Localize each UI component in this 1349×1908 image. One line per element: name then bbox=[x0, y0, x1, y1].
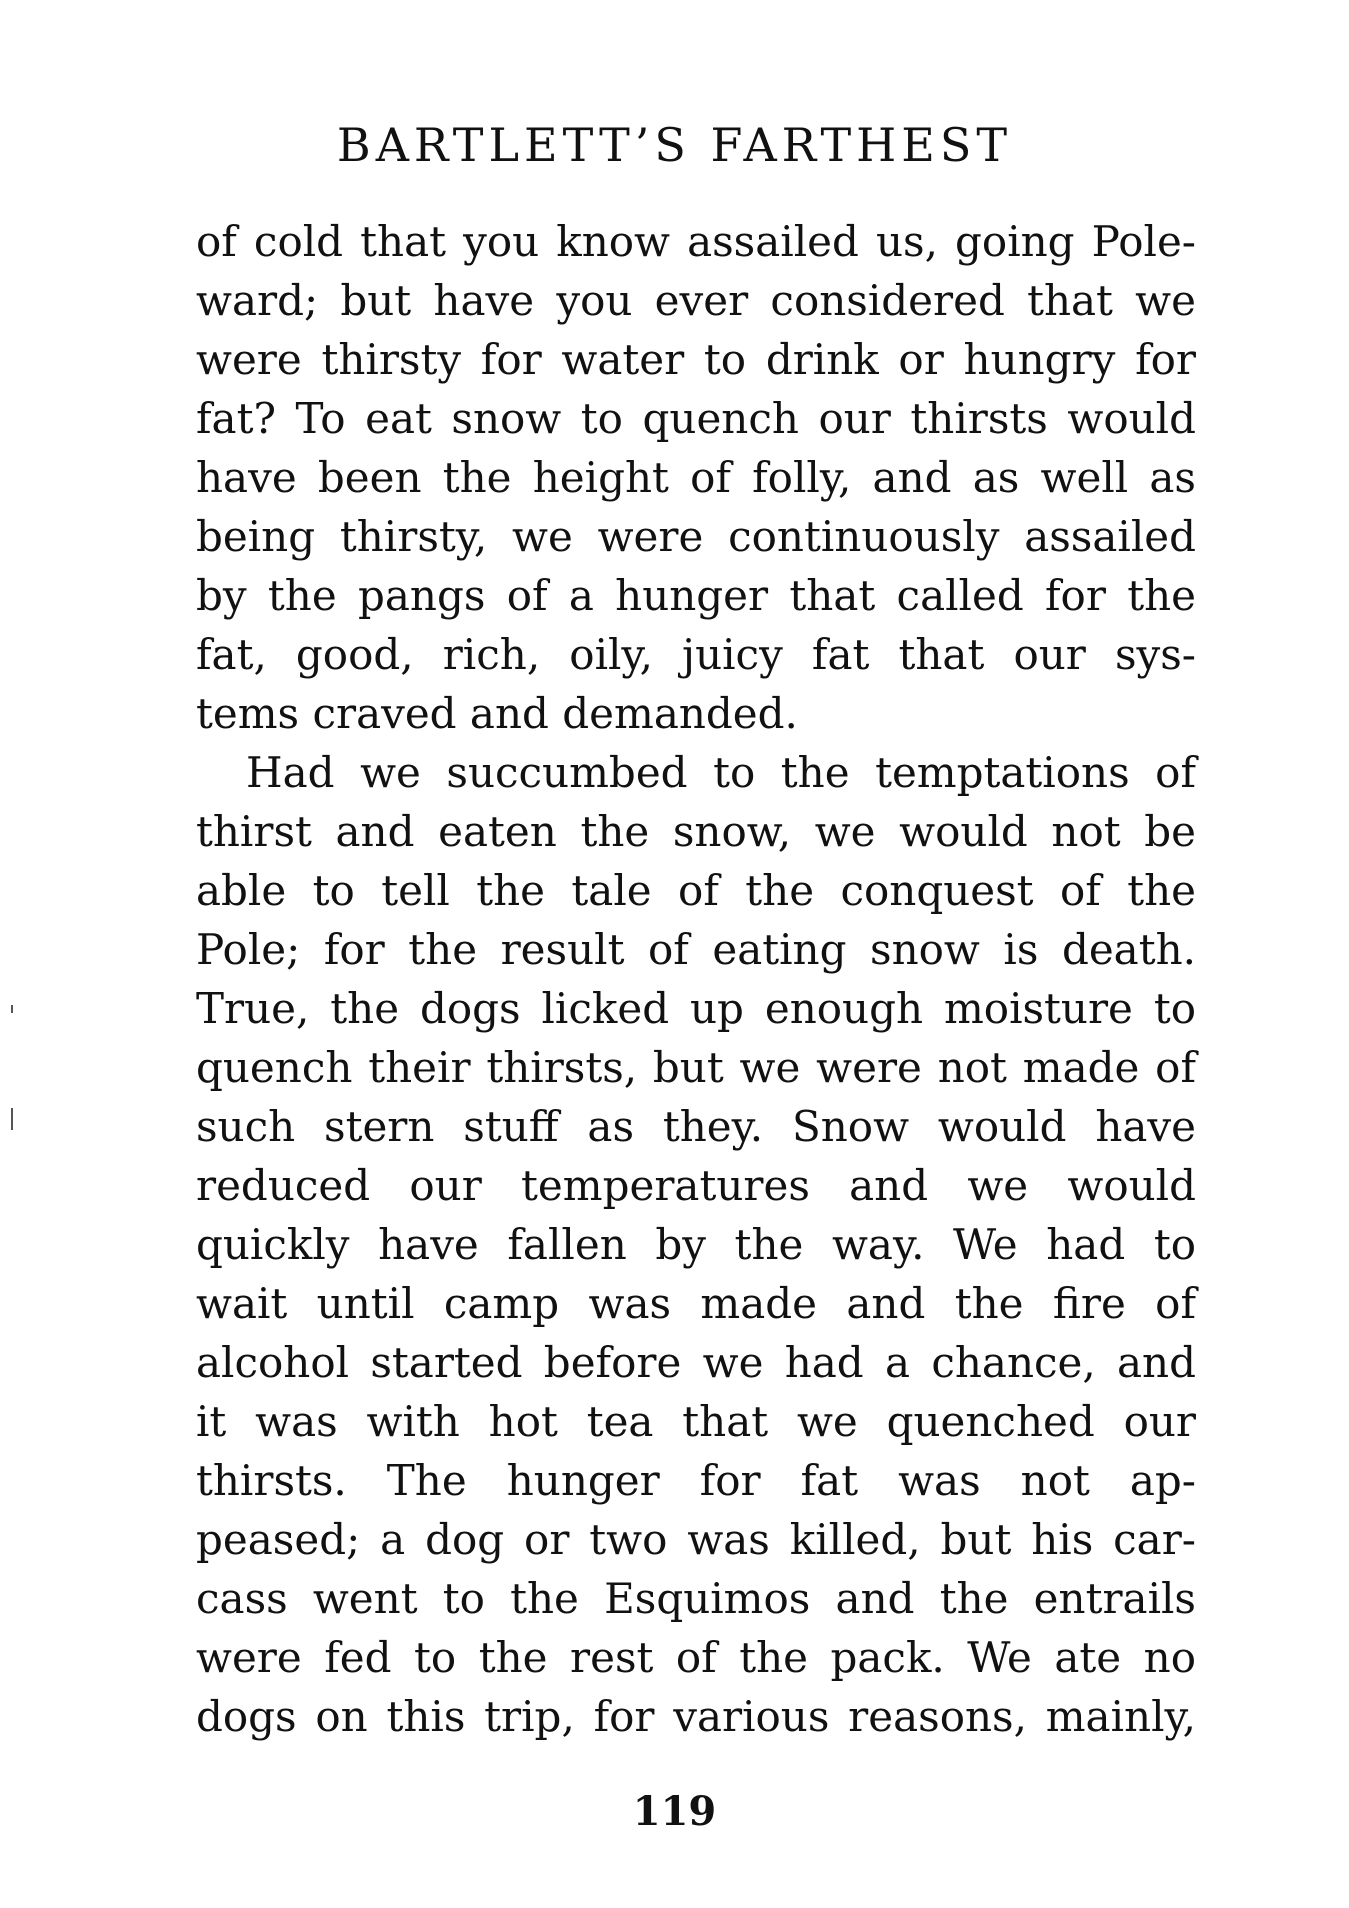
text-line: of cold that you know assailed us, going Pole- bbox=[196, 217, 1196, 266]
page-number: 119 bbox=[632, 1788, 717, 1835]
paragraph-2 bbox=[196, 743, 1196, 1746]
text-line: dogs on this trip, for various reasons, mainly, bbox=[196, 1692, 1196, 1741]
paragraph-1 bbox=[196, 212, 1196, 743]
text-line: reduced our temperatures and we would bbox=[196, 1161, 1196, 1210]
text-line: it was with hot tea that we quenched our bbox=[196, 1397, 1196, 1446]
text-line: wait until camp was made and the fire of bbox=[196, 1279, 1196, 1328]
text-line: cass went to the Esquimos and the entrails bbox=[196, 1574, 1196, 1623]
text-line: alcohol started before we had a chance, and bbox=[196, 1338, 1196, 1387]
margin-mark bbox=[11, 1005, 13, 1013]
text-line: peased; a dog or two was killed, but his car- bbox=[196, 1515, 1196, 1564]
body-text bbox=[196, 212, 1196, 1746]
text-line: able to tell the tale of the conquest of the bbox=[196, 866, 1196, 915]
text-line: were fed to the rest of the pack. We ate no bbox=[196, 1633, 1196, 1682]
text-line: Pole; for the result of eating snow is death. bbox=[196, 925, 1196, 974]
text-line: fat, good, rich, oily, juicy fat that our sys- bbox=[196, 630, 1196, 679]
text-line: quickly have fallen by the way. We had to bbox=[196, 1220, 1196, 1269]
margin-mark bbox=[11, 1108, 13, 1130]
text-line: True, the dogs licked up enough moisture to bbox=[196, 984, 1196, 1033]
text-line: ward; but have you ever considered that we bbox=[196, 276, 1196, 325]
text-line: such stern stuff as they. Snow would have bbox=[196, 1102, 1196, 1151]
text-line: were thirsty for water to drink or hungry for bbox=[196, 335, 1196, 384]
text-line: have been the height of folly, and as well as bbox=[196, 453, 1196, 502]
text-line: thirst and eaten the snow, we would not be bbox=[196, 807, 1196, 856]
text-line: by the pangs of a hunger that called for the bbox=[196, 571, 1196, 620]
text-line: tems craved and demanded. bbox=[196, 689, 798, 738]
text-line: being thirsty, we were continuously assailed bbox=[196, 512, 1196, 561]
text-line: fat? To eat snow to quench our thirsts would bbox=[196, 394, 1196, 443]
running-header: BARTLETT’S FARTHEST bbox=[336, 118, 1013, 172]
text-line: quench their thirsts, but we were not made of bbox=[196, 1043, 1196, 1092]
text-line: thirsts. The hunger for fat was not ap- bbox=[196, 1456, 1196, 1505]
text-line: Had we succumbed to the temptations of bbox=[246, 748, 1196, 797]
